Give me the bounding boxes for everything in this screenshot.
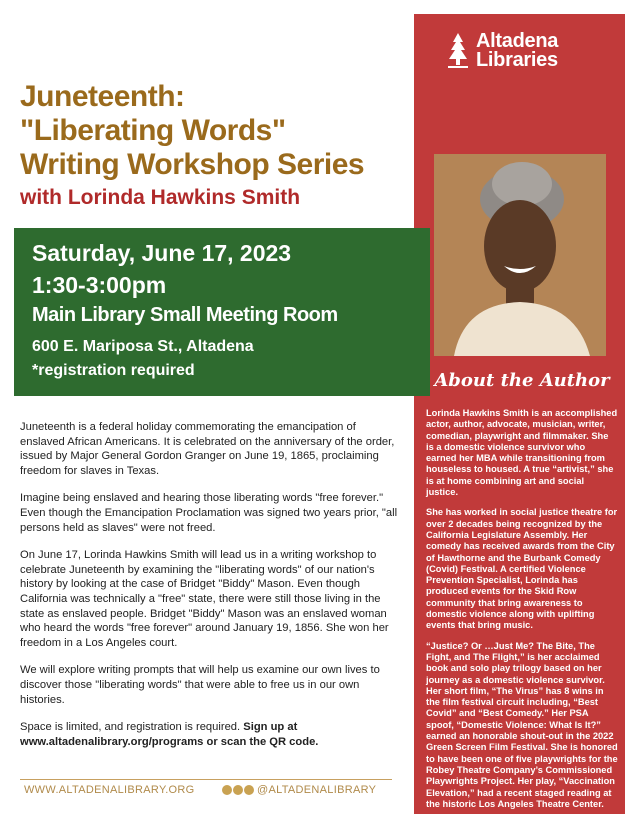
author-sidebar [414,14,625,814]
registration-note: *registration required [32,362,195,379]
title-block [20,80,410,212]
twitter-icon[interactable] [244,785,254,795]
altadena-libraries-logo [446,32,558,70]
author-bio [426,408,618,819]
facebook-icon[interactable] [222,785,232,795]
signup-text: Space is limited, and registration is required. [20,721,244,734]
social-handle[interactable]: @ALTADENALIBRARY [257,784,377,796]
about-the-author-heading: About the Author [434,370,610,391]
event-room: Main Library Small Meeting Room [32,304,338,326]
subtitle: with Lorinda Hawkins Smith [20,186,301,209]
title-line-1: Juneteenth: [20,80,185,113]
title-line-2: "Liberating Words" [20,114,286,147]
event-date: Saturday, June 17, 2023 [32,240,292,266]
tree-icon [446,32,470,70]
signup-paragraph [20,720,400,749]
bio-paragraph: “Justice? Or …Just Me? The Bite, The Fight, and The Flight,” is her acclaimed book and solo play trilogy based on her journey as a domestic violence survivor. Her short film, “The Virus” has 8 wins in the film festival circuit including, “Best Covid” and “Best Comedy.” Her PSA spoof, “Domestic Violence: What Is It?” earned an honorable shout-out in the 2022 Green Screen Film Festival. She is honored to have been one of five playwrights for the Robey Theatre Company’s Commissioned Playwrights Project. Her play, “Vaccination Elevation,” had a recent staged reading at the historic Los Angeles Theatre Center. [426,640,618,809]
logo-line-1: Altadena [476,30,559,52]
event-details-band [14,228,430,396]
event-address: 600 E. Mariposa St., Altadena [32,338,254,355]
description-paragraph: On June 17, Lorinda Hawkins Smith will lead us in a writing workshop to celebrate Juneteenth by examining the "liberating words" of our nation's history by looking at the case of Bridget "Biddy" Mason. Even though California was technically a "free" state, there were still those living in the state as enslaved people. Bridget "Biddy" Mason was an enslaved woman who heard the words "free forever" around January 19, 1856. She won her freedom in a Los Angeles court. [20,549,389,649]
logo-line-2: Libraries [476,49,558,71]
title-line-3: Writing Workshop Series [20,148,365,181]
footer-social [222,784,376,796]
author-photo [434,154,606,356]
footer-website[interactable]: WWW.ALTADENALIBRARY.ORG [24,784,195,796]
description-paragraph: Imagine being enslaved and hearing those liberating words "free forever." Even though the Emancipation Proclamation was signed two years prior, "all persons held as slaves" were not freed. [20,492,398,534]
event-time: 1:30-3:00pm [32,272,167,298]
description [20,420,400,762]
signup-link-text[interactable]: Sign up at www.altadenalibrary.org/programs or scan the QR code. [20,721,319,748]
bio-paragraph: She has worked in social justice theatre for over 2 decades being recognized by the California Legislature Assembly. Her comedy has received awards from the City of Hawthorne and the Burbank Comedy (Covid) Festival. A certified Violence Prevention Specialist, Lorinda has produced events for the Skid Row community that bring awareness to domestic violence along with uplifting events that bring music. [426,507,618,631]
description-paragraph: Juneteenth is a federal holiday commemorating the emancipation of enslaved African Americans. It is celebrated on the anniversary of the order, issued by Major General Gordon Granger on June 19, 1865, proclaiming freedom for slaves in Texas. [20,421,395,477]
bio-paragraph: Lorinda Hawkins Smith is an accomplished actor, author, advocate, musician, writer, comedian, playwright and filmmaker. She is a domestic violence survivor who earned her MBA while transitioning from houseless to housed. A true “artivist,” she is at home combining art and social justice. [426,408,618,498]
footer-divider [20,779,392,780]
description-paragraph: We will explore writing prompts that will help us examine our own lives to discover those "liberating words" that were able to free us in our own histories. [20,664,380,706]
instagram-icon[interactable] [233,785,243,795]
